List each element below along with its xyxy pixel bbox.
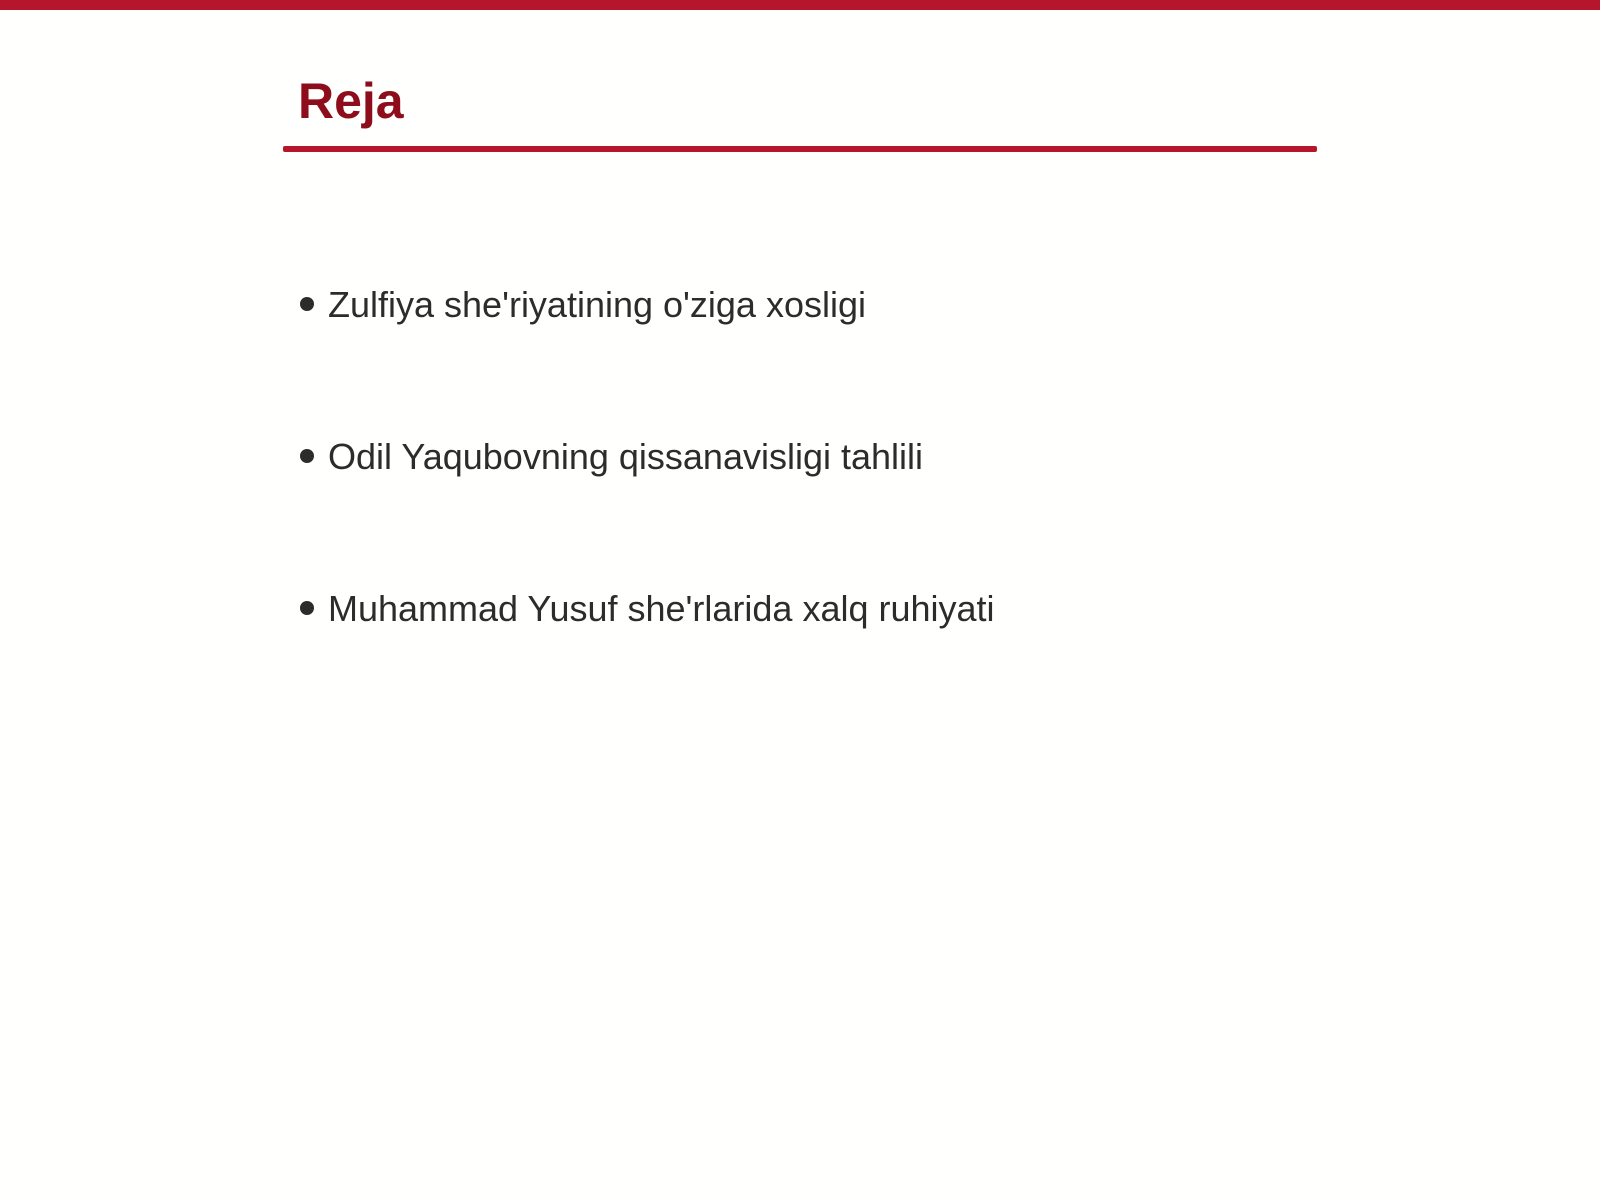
list-item-text: Zulfiya she'riyatining o'ziga xosligi (328, 284, 866, 325)
bullet-icon (300, 601, 314, 615)
bullet-icon (300, 449, 314, 463)
list-item-text: Odil Yaqubovning qissanavisligi tahlili (328, 436, 924, 477)
list-item-text: Muhammad Yusuf she'rlarida xalq ruhiyati (328, 588, 995, 629)
list-item (300, 283, 866, 327)
top-accent-bar (0, 0, 1600, 10)
title-underline (283, 146, 1317, 152)
list-item (300, 435, 923, 479)
bullet-icon (300, 297, 314, 311)
slide-title: Reja (298, 73, 404, 129)
list-item (300, 587, 995, 631)
